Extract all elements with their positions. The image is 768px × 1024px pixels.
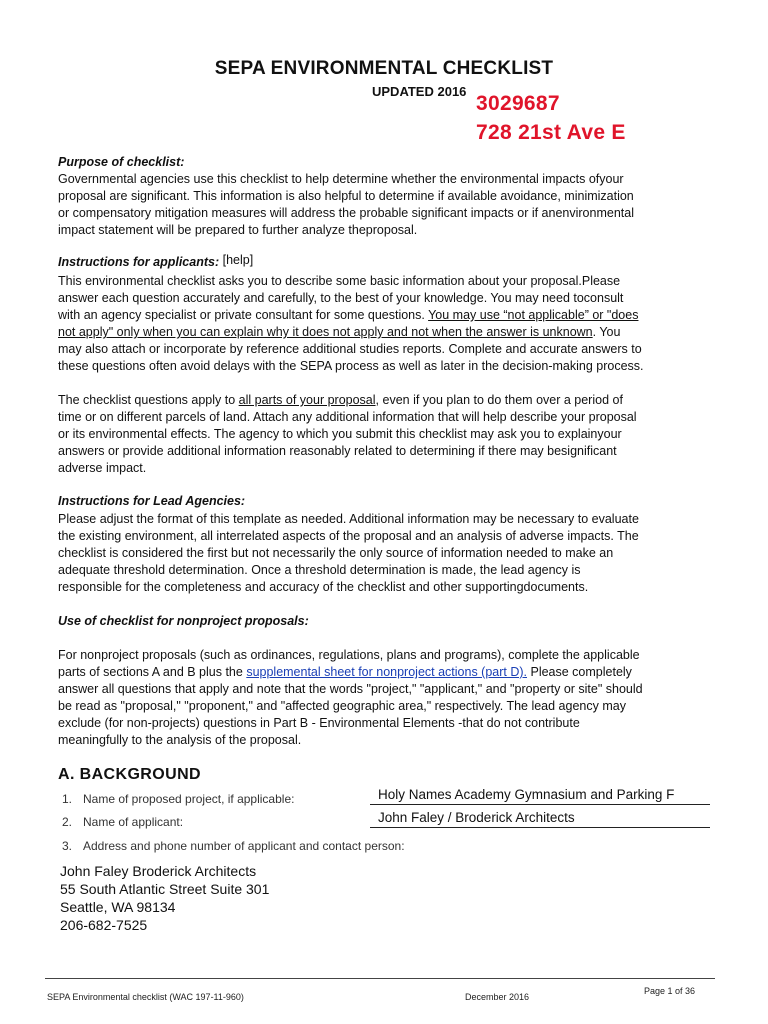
text-line: exclude (for non-projects) questions in Part B - Environmental Elements -that do not contribute	[58, 716, 580, 730]
applicants-paragraph-2	[58, 392, 718, 477]
text-line: may also attach or incorporate by reference additional studies reports. Complete and accurate answers to	[58, 342, 642, 356]
text-line: answer all questions that apply and note that the words "project," "applicant," and "property or site" should	[58, 682, 643, 696]
supplemental-sheet-link[interactable]: supplemental sheet for nonproject actions (part D).	[246, 665, 528, 679]
page-number: Page 1 of 36	[644, 986, 696, 996]
question-label: Name of proposed project, if applicable:	[83, 792, 295, 806]
document-title: SEPA ENVIRONMENTAL CHECKLIST	[214, 58, 554, 79]
text-line: meaningfully to the analysis of the proposal.	[58, 733, 302, 747]
text-line: these questions often avoid delays with the SEPA process as well as later in the decision-making process.	[58, 359, 644, 373]
text-line: adequate threshold determination. Once a threshold determination is made, the lead agency is	[58, 563, 581, 577]
text-line: or compensatory mitigation measures will address the probable significant impacts or if anenvironmental	[58, 206, 634, 220]
purpose-paragraph	[58, 171, 718, 239]
nonproject-paragraph	[58, 647, 718, 749]
underlined-text: not apply" only when you can explain why it does not apply and not when the answer is unknown	[58, 325, 593, 339]
text-line	[58, 307, 718, 324]
contact-line: John Faley Broderick Architects	[60, 863, 257, 879]
lead-agencies-heading: Instructions for Lead Agencies:	[58, 494, 246, 508]
text-run: Please completely	[527, 665, 632, 679]
underlined-text: all parts of your proposal	[238, 393, 376, 407]
text-line: adverse impact.	[58, 461, 147, 475]
text-run: . You	[592, 325, 621, 339]
text-line: Governmental agencies use this checklist to help determine whether the environmental impacts ofyour	[58, 172, 624, 186]
text-run: The checklist questions apply to	[58, 393, 239, 407]
updated-label: UPDATED 2016	[372, 84, 467, 99]
footer-divider	[45, 978, 715, 979]
text-line: This environmental checklist asks you to describe some basic information about your proposal.Please	[58, 274, 621, 288]
text-line	[58, 324, 718, 341]
lead-agencies-paragraph	[58, 511, 718, 596]
stamp-project-number: 3029687	[476, 92, 560, 115]
applicants-heading-label: Instructions for applicants:	[58, 255, 220, 269]
text-line: responsible for the completeness and accuracy of the checklist and other supportingdocuments.	[58, 580, 589, 594]
text-run: , even if you plan to do them over a period of	[375, 393, 623, 407]
text-line	[58, 392, 718, 409]
text-line: or its environmental effects. The agency to which you submit this checklist may ask you to explainyour	[58, 427, 622, 441]
text-line: Please adjust the format of this template as needed. Additional information may be necessary to evaluate	[58, 512, 639, 526]
footer-citation: SEPA Environmental checklist (WAC 197-11-960)	[47, 992, 244, 1002]
question-1	[62, 792, 294, 806]
applicants-paragraph-1	[58, 273, 718, 375]
question-3	[62, 839, 405, 853]
contact-line: 55 South Atlantic Street Suite 301	[60, 881, 270, 897]
text-line: proposal are significant. This information is also helpful to determine if available avoidance, minimization	[58, 189, 634, 203]
text-line: For nonproject proposals (such as ordinances, regulations, plans and programs), complete the applicable	[58, 648, 640, 662]
text-line: be read as "proposal," "proponent," and "affected geographic area," respectively. The lead agency may	[58, 699, 626, 713]
text-line: answer each question accurately and carefully, to the best of your knowledge. You may need toconsult	[58, 291, 624, 305]
section-a-heading: A. BACKGROUND	[58, 766, 201, 783]
text-run: with an agency specialist or private consultant for some questions.	[58, 308, 429, 322]
footer-date: December 2016	[465, 992, 530, 1002]
question-label: Name of applicant:	[83, 815, 184, 829]
text-line: answers or provide additional information reasonably related to determining if there may besignificant	[58, 444, 617, 458]
project-name-field[interactable]: Holy Names Academy Gymnasium and Parking F	[370, 786, 710, 805]
help-link[interactable]: [help]	[222, 253, 254, 267]
contact-info-field[interactable]	[60, 862, 269, 934]
text-run: parts of sections A and B plus the	[58, 665, 247, 679]
text-line: time or on different parcels of land. Attach any additional information that will help describe your proposal	[58, 410, 637, 424]
text-line: impact statement will be prepared to further analyze theproposal.	[58, 223, 418, 237]
stamp-address: 728 21st Ave E	[476, 121, 626, 144]
question-number: 3.	[62, 839, 73, 853]
contact-line: 206-682-7525	[60, 917, 148, 933]
question-number: 2.	[62, 815, 73, 829]
question-number: 1.	[62, 792, 73, 806]
question-label: Address and phone number of applicant and contact person:	[83, 839, 405, 853]
purpose-heading: Purpose of checklist:	[58, 155, 185, 169]
applicants-heading	[58, 255, 253, 269]
text-line: the existing environment, all interrelated aspects of the proposal and an analysis of adverse impacts. The	[58, 529, 639, 543]
question-2	[62, 815, 183, 829]
nonproject-heading: Use of checklist for nonproject proposals:	[58, 614, 309, 628]
applicant-name-field[interactable]: John Faley / Broderick Architects	[370, 809, 710, 828]
text-line: checklist is considered the first but not necessarily the only source of information needed to make an	[58, 546, 614, 560]
text-line	[58, 664, 718, 681]
contact-line: Seattle, WA 98134	[60, 899, 176, 915]
underlined-text: You may use “not applicable” or "does	[428, 308, 639, 322]
